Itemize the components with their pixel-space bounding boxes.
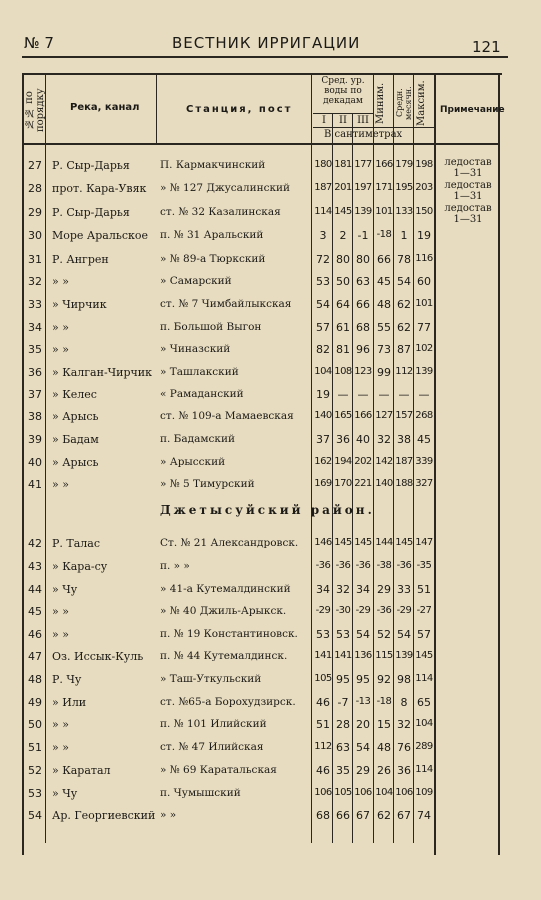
value-cell: 54: [397, 628, 411, 641]
station-cell: п. № 101 Илийский: [160, 718, 267, 730]
value-cell: 57: [316, 321, 330, 334]
row-number: 43: [28, 560, 42, 573]
value-cell: 202: [354, 456, 372, 467]
value-cell: 19: [417, 229, 431, 242]
value-cell: 19: [316, 388, 330, 401]
col-note-header: Примечание: [440, 105, 505, 115]
value-cell: 67: [397, 809, 411, 822]
section-heading: Джетысуйский район.: [160, 503, 375, 517]
value-cell: 73: [377, 343, 391, 356]
value-cell: 188: [395, 478, 413, 489]
river-cell: » »: [52, 478, 69, 491]
value-cell: 62: [397, 321, 411, 334]
value-cell: 35: [336, 764, 350, 777]
value-cell: 46: [316, 696, 330, 709]
note-cell: ледостав 1—31: [444, 180, 492, 202]
station-cell: ст. № 7 Чимбайлыкская: [160, 298, 292, 310]
value-cell: 50: [336, 275, 350, 288]
value-cell: 48: [377, 298, 391, 311]
station-cell: » № 40 Джиль-Арыкск.: [160, 605, 287, 617]
station-cell: » № 5 Тимурский: [160, 478, 255, 490]
value-cell: 54: [356, 741, 370, 754]
journal-title: ВЕСТНИК ИРРИГАЦИИ: [172, 34, 361, 52]
row-number: 35: [28, 343, 42, 356]
row-number: 49: [28, 696, 42, 709]
row-number: 50: [28, 718, 42, 731]
river-col-rule: [156, 73, 157, 145]
max-rule: [434, 73, 436, 855]
value-cell: 28: [336, 718, 350, 731]
row-number: 28: [28, 182, 42, 195]
row-number: 37: [28, 388, 42, 401]
value-cell: 20: [356, 718, 370, 731]
note-cell: ледостав 1—31: [444, 157, 492, 179]
river-cell: » »: [52, 275, 69, 288]
value-cell: 108: [334, 366, 352, 377]
row-number: 46: [28, 628, 42, 641]
station-cell: П. Кармакчинский: [160, 159, 266, 171]
value-cell: 34: [316, 583, 330, 596]
value-cell: 114: [415, 764, 433, 775]
station-cell: « Рамаданский: [160, 388, 244, 400]
river-cell: » Бадам: [52, 433, 99, 446]
value-cell: 140: [375, 478, 393, 489]
value-cell: 145: [334, 206, 352, 217]
row-number: 53: [28, 787, 42, 800]
value-cell: 45: [377, 275, 391, 288]
value-cell: 181: [334, 159, 352, 170]
value-cell: 114: [415, 673, 433, 684]
col-river-header: Река, канал: [70, 102, 140, 113]
river-cell: » Каратал: [52, 764, 111, 777]
river-cell: » Калган-Чирчик: [52, 366, 153, 379]
value-cell: -35: [416, 560, 432, 571]
value-cell: 144: [375, 537, 393, 548]
value-cell: -36: [315, 560, 331, 571]
value-cell: 187: [314, 182, 332, 193]
value-cell: 62: [397, 298, 411, 311]
value-cell: 8: [400, 696, 408, 709]
value-cell: —: [418, 388, 430, 401]
value-cell: 101: [415, 298, 433, 309]
value-cell: 169: [314, 478, 332, 489]
river-cell: » »: [52, 343, 69, 356]
river-cell: » »: [52, 321, 69, 334]
value-cell: 81: [336, 343, 350, 356]
value-cell: 289: [415, 741, 433, 752]
value-cell: -36: [376, 605, 392, 616]
col-avg-month-header: Средн. месячн.: [395, 86, 413, 120]
station-cell: ст. № 47 Илийская: [160, 741, 264, 753]
station-cell: п. № 31 Аральский: [160, 229, 264, 241]
value-cell: 60: [417, 275, 431, 288]
value-cell: 150: [415, 206, 433, 217]
value-cell: 65: [417, 696, 431, 709]
river-cell: » Келес: [52, 388, 97, 401]
col-num-header: №№ по порядку: [24, 88, 46, 132]
value-cell: 115: [375, 650, 393, 661]
station-cell: п. » »: [160, 560, 190, 572]
value-cell: 95: [356, 673, 370, 686]
dec-subrule: [313, 113, 373, 114]
row-number: 30: [28, 229, 42, 242]
value-cell: 29: [356, 764, 370, 777]
value-cell: 80: [356, 253, 370, 266]
value-cell: 165: [334, 410, 352, 421]
value-cell: 63: [356, 275, 370, 288]
value-cell: 140: [314, 410, 332, 421]
river-cell: Ар. Георгиевский: [52, 809, 156, 822]
value-cell: 54: [316, 298, 330, 311]
value-cell: 64: [336, 298, 350, 311]
value-cell: 3: [319, 229, 327, 242]
row-number: 44: [28, 583, 42, 596]
row-number: 45: [28, 605, 42, 618]
value-cell: 203: [415, 182, 433, 193]
value-cell: 54: [356, 628, 370, 641]
value-cell: —: [398, 388, 410, 401]
station-cell: » »: [160, 809, 177, 821]
station-cell: п. № 19 Константиновск.: [160, 628, 298, 640]
value-cell: 78: [397, 253, 411, 266]
issue-number: № 7: [24, 34, 54, 52]
value-cell: 61: [336, 321, 350, 334]
value-cell: 141: [314, 650, 332, 661]
river-cell: Р. Талас: [52, 537, 100, 550]
value-cell: 339: [415, 456, 433, 467]
value-cell: 201: [334, 182, 352, 193]
river-cell: Р. Сыр-Дарья: [52, 159, 130, 172]
value-cell: 116: [415, 253, 433, 264]
river-cell: » Арысь: [52, 456, 99, 469]
value-cell: 26: [377, 764, 391, 777]
value-cell: 51: [316, 718, 330, 731]
value-cell: 53: [316, 275, 330, 288]
row-number: 39: [28, 433, 42, 446]
col-avg-group-header: Сред. ур. воды по декадам: [321, 76, 365, 106]
value-cell: -13: [355, 696, 371, 707]
river-cell: » »: [52, 741, 69, 754]
value-cell: 62: [377, 809, 391, 822]
value-cell: 146: [314, 537, 332, 548]
station-cell: » Самарский: [160, 275, 232, 287]
value-cell: 101: [375, 206, 393, 217]
value-cell: 33: [397, 583, 411, 596]
river-cell: » »: [52, 628, 69, 641]
station-cell: » № 127 Джусалинский: [160, 182, 291, 194]
value-cell: -36: [335, 560, 351, 571]
value-cell: 82: [316, 343, 330, 356]
value-cell: 63: [336, 741, 350, 754]
value-cell: 162: [314, 456, 332, 467]
value-cell: 105: [314, 673, 332, 684]
value-cell: 198: [415, 159, 433, 170]
value-cell: 77: [417, 321, 431, 334]
value-cell: 36: [336, 433, 350, 446]
value-cell: 48: [377, 741, 391, 754]
river-cell: » Кара-су: [52, 560, 108, 573]
value-cell: 87: [397, 343, 411, 356]
station-cell: п. № 44 Кутемалдинск.: [160, 650, 288, 662]
value-cell: 96: [356, 343, 370, 356]
page-number: 121: [472, 38, 501, 56]
value-cell: -36: [396, 560, 412, 571]
value-cell: 46: [316, 764, 330, 777]
value-cell: 32: [397, 718, 411, 731]
value-cell: -38: [376, 560, 392, 571]
value-cell: 112: [395, 366, 413, 377]
value-cell: 76: [397, 741, 411, 754]
value-cell: 34: [356, 583, 370, 596]
value-cell: -7: [337, 696, 349, 709]
station-cell: ст. №65-а Борохудзирск.: [160, 696, 296, 708]
value-cell: 139: [354, 206, 372, 217]
value-cell: 106: [354, 787, 372, 798]
station-cell: п. Бадамский: [160, 433, 235, 445]
row-number: 52: [28, 764, 42, 777]
station-cell: » № 89-а Тюркский: [160, 253, 266, 265]
value-cell: 36: [397, 764, 411, 777]
river-cell: Р. Сыр-Дарья: [52, 206, 130, 219]
value-cell: 53: [336, 628, 350, 641]
value-cell: 145: [354, 537, 372, 548]
left-border: [22, 73, 24, 855]
row-number: 32: [28, 275, 42, 288]
value-cell: —: [378, 388, 390, 401]
value-cell: 104: [415, 718, 433, 729]
value-cell: 123: [354, 366, 372, 377]
station-cell: » Таш-Уткульский: [160, 673, 262, 685]
value-cell: 29: [377, 583, 391, 596]
value-cell: 139: [395, 650, 413, 661]
value-cell: 142: [375, 456, 393, 467]
row-number: 54: [28, 809, 42, 822]
value-cell: 171: [375, 182, 393, 193]
value-cell: 145: [334, 537, 352, 548]
value-cell: 38: [397, 433, 411, 446]
value-cell: 72: [316, 253, 330, 266]
col-dec3-header: III: [357, 115, 369, 126]
row-number: 48: [28, 673, 42, 686]
value-cell: 1: [400, 229, 408, 242]
value-cell: 57: [417, 628, 431, 641]
value-cell: 106: [314, 787, 332, 798]
col-min-header: Миним.: [375, 82, 386, 124]
value-cell: 127: [375, 410, 393, 421]
value-cell: 145: [395, 537, 413, 548]
value-cell: 194: [334, 456, 352, 467]
station-cell: » Ташлакский: [160, 366, 239, 378]
station-cell: ст. № 109-а Мамаевская: [160, 410, 294, 422]
value-cell: 179: [395, 159, 413, 170]
value-cell: 15: [377, 718, 391, 731]
row-number: 40: [28, 456, 42, 469]
value-cell: -29: [355, 605, 371, 616]
value-cell: 37: [316, 433, 330, 446]
value-cell: 136: [354, 650, 372, 661]
value-cell: —: [357, 388, 369, 401]
value-cell: 104: [314, 366, 332, 377]
value-cell: 195: [395, 182, 413, 193]
value-cell: 170: [334, 478, 352, 489]
value-cell: 53: [316, 628, 330, 641]
value-cell: -1: [357, 229, 369, 242]
river-cell: Оз. Иссык-Куль: [52, 650, 144, 663]
note-cell: ледостав 1—31: [444, 203, 492, 225]
value-cell: —: [337, 388, 349, 401]
value-cell: 66: [356, 298, 370, 311]
value-cell: -18: [376, 229, 392, 240]
table-top-border: [22, 73, 502, 75]
row-number: 31: [28, 253, 42, 266]
river-cell: » Арысь: [52, 410, 99, 423]
value-cell: 68: [356, 321, 370, 334]
value-cell: 95: [336, 673, 350, 686]
value-cell: 187: [395, 456, 413, 467]
station-cell: » Чиназский: [160, 343, 231, 355]
value-cell: 2: [339, 229, 347, 242]
value-cell: 67: [356, 809, 370, 822]
value-cell: 141: [334, 650, 352, 661]
station-cell: п. Чумышский: [160, 787, 241, 799]
river-cell: » Или: [52, 696, 87, 709]
river-cell: прот. Кара-Увяк: [52, 182, 147, 195]
river-cell: » »: [52, 605, 69, 618]
value-cell: 114: [314, 206, 332, 217]
value-cell: 32: [377, 433, 391, 446]
value-cell: 106: [395, 787, 413, 798]
river-cell: » Чу: [52, 787, 78, 800]
station-cell: п. Большой Выгон: [160, 321, 262, 333]
row-number: 36: [28, 366, 42, 379]
col-max-header: Максим.: [416, 80, 427, 126]
station-cell: Ст. № 21 Александровск.: [160, 537, 299, 549]
top-rule: [22, 56, 508, 58]
station-col-rule: [311, 73, 312, 843]
station-cell: » Арысский: [160, 456, 226, 468]
value-cell: 145: [415, 650, 433, 661]
value-cell: 51: [417, 583, 431, 596]
row-number: 27: [28, 159, 42, 172]
value-cell: 55: [377, 321, 391, 334]
river-cell: Р. Чу: [52, 673, 82, 686]
value-cell: -36: [355, 560, 371, 571]
river-cell: » »: [52, 718, 69, 731]
station-cell: » 41-а Кутемалдинский: [160, 583, 291, 595]
river-cell: » Чу: [52, 583, 78, 596]
right-border: [498, 73, 500, 855]
header-bottom-border: [22, 143, 500, 145]
value-cell: 180: [314, 159, 332, 170]
value-cell: 32: [336, 583, 350, 596]
value-cell: 102: [415, 343, 433, 354]
value-cell: 177: [354, 159, 372, 170]
value-cell: -30: [335, 605, 351, 616]
value-cell: 92: [377, 673, 391, 686]
value-cell: 112: [314, 741, 332, 752]
value-cell: 166: [354, 410, 372, 421]
col-dec2-header: II: [339, 115, 347, 126]
row-number: 47: [28, 650, 42, 663]
row-number: 41: [28, 478, 42, 491]
value-cell: 54: [397, 275, 411, 288]
value-cell: 105: [334, 787, 352, 798]
value-cell: 80: [336, 253, 350, 266]
row-number: 34: [28, 321, 42, 334]
value-cell: 104: [375, 787, 393, 798]
row-number: 29: [28, 206, 42, 219]
value-cell: -18: [376, 696, 392, 707]
value-cell: 52: [377, 628, 391, 641]
value-cell: -27: [416, 605, 432, 616]
value-cell: 98: [397, 673, 411, 686]
station-cell: ст. № 32 Казалинская: [160, 206, 281, 218]
row-number: 42: [28, 537, 42, 550]
value-cell: 133: [395, 206, 413, 217]
value-cell: 157: [395, 410, 413, 421]
station-cell: » № 69 Каратальская: [160, 764, 277, 776]
value-cell: 166: [375, 159, 393, 170]
value-cell: 221: [354, 478, 372, 489]
value-cell: 66: [377, 253, 391, 266]
value-cell: -29: [396, 605, 412, 616]
row-number: 33: [28, 298, 42, 311]
value-cell: 74: [417, 809, 431, 822]
value-cell: -29: [315, 605, 331, 616]
value-cell: 268: [415, 410, 433, 421]
value-cell: 109: [415, 787, 433, 798]
river-cell: Море Аральское: [52, 229, 149, 242]
value-cell: 68: [316, 809, 330, 822]
unit-label: В сантиметрах: [324, 129, 403, 140]
row-number: 51: [28, 741, 42, 754]
river-cell: Р. Ангрен: [52, 253, 109, 266]
num-col-rule: [45, 73, 46, 843]
value-cell: 40: [356, 433, 370, 446]
value-cell: 45: [417, 433, 431, 446]
value-cell: 99: [377, 366, 391, 379]
river-cell: » Чирчик: [52, 298, 107, 311]
col-station-header: Станция, пост: [186, 104, 293, 115]
value-cell: 147: [415, 537, 433, 548]
col-dec1-header: I: [322, 115, 326, 126]
value-cell: 197: [354, 182, 372, 193]
value-cell: 66: [336, 809, 350, 822]
row-number: 38: [28, 410, 42, 423]
value-cell: 327: [415, 478, 433, 489]
value-cell: 139: [415, 366, 433, 377]
